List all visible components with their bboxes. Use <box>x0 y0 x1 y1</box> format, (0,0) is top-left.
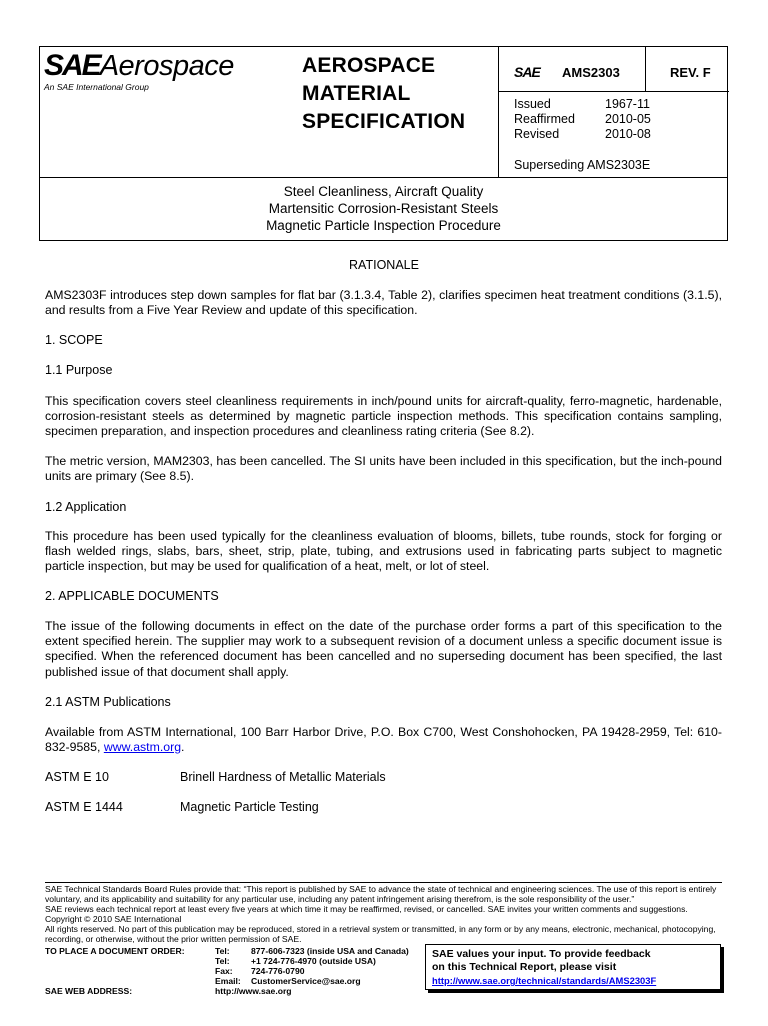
footer-legal <box>45 884 722 944</box>
section-2-1-heading: 2.1 ASTM Publications <box>45 695 171 709</box>
ref-title-astm-e1444: Magnetic Particle Testing <box>180 800 319 814</box>
metric-text: The metric version, MAM2303, has been cancelled. The SI units have been included in this specification, but the inch-pound units are primary (See 8.5). <box>45 454 722 484</box>
issued-label: Issued <box>514 97 551 111</box>
reaffirmed-value: 2010-05 <box>605 112 651 126</box>
spec-title <box>302 52 465 136</box>
astm-address-text: Available from ASTM International, 100 Barr Harbor Drive, P.O. Box C700, West Conshohocken, PA 19428-2959, Tel: 610-832-9585, <box>45 725 722 755</box>
fax-label: Fax: <box>215 966 233 976</box>
ref-code-astm-e10: ASTM E 10 <box>45 770 109 784</box>
footer-review-text: SAE reviews each technical report at least every five years at which time it may be reaffirmed, revised, or cancelled. SAE invites your written comments and suggestions. <box>45 904 688 914</box>
issued-value: 1967-11 <box>605 97 650 111</box>
feedback-link[interactable]: http://www.sae.org/technical/standards/AMS2303F <box>432 975 657 986</box>
header-box <box>39 46 728 241</box>
ref-title-astm-e10: Brinell Hardness of Metallic Materials <box>180 770 386 784</box>
logo-aerospace: Aerospace <box>99 50 234 82</box>
revision: REV. F <box>670 65 711 80</box>
spec-title-line-3: SPECIFICATION <box>302 110 466 133</box>
section-1-heading: 1. SCOPE <box>45 333 103 347</box>
tel2-label: Tel: <box>215 956 230 966</box>
tel-value: 877-606-7323 (inside USA and Canada) <box>251 946 409 956</box>
subtitle-line-3: Magnetic Particle Inspection Procedure <box>266 218 501 233</box>
doc-number-rule <box>498 91 729 92</box>
section-1-2-heading: 1.2 Application <box>45 500 127 514</box>
tel-label: Tel: <box>215 946 230 956</box>
feedback-line-1: SAE values your input. To provide feedback <box>432 948 651 960</box>
web-address-value[interactable]: http://www.sae.org <box>215 986 292 996</box>
subtitle-line-1: Steel Cleanliness, Aircraft Quality <box>283 184 484 199</box>
astm-period: . <box>181 740 185 755</box>
header-divider <box>498 47 499 177</box>
logo-sae: SAE <box>44 49 100 82</box>
footer-rule <box>45 882 722 883</box>
ref-code-astm-e1444: ASTM E 1444 <box>45 800 123 814</box>
order-label: TO PLACE A DOCUMENT ORDER: <box>45 946 185 956</box>
order-info <box>45 946 425 1026</box>
doc-number: AMS2303 <box>562 65 620 80</box>
tel2-value: +1 724-776-4970 (outside USA) <box>251 956 376 966</box>
application-text: This procedure has been used typically for the cleanliness evaluation of blooms, billets, tube rounds, stock for forging or flash welded rings, slabs, bars, sheet, strip, plate, tubing, and extrusions used in fabricating parts subject to magnetic particle inspection, but may be used for qualification of a heat, melt, or lot of steel. <box>45 529 722 574</box>
reaffirmed-label: Reaffirmed <box>514 112 575 126</box>
purpose-text: This specification covers steel cleanliness requirements in inch/pound units for aircraft-quality, ferro-magnetic, hardenable, corrosion-resistant steels as determined by magnetic particle inspection methods. This specification contains sampling, specimen preparation, and inspection procedures and cleanliness rating criteria (See 8.2). <box>45 394 722 439</box>
document-subtitle <box>40 183 727 234</box>
rationale-text: AMS2303F introduces step down samples for flat bar (3.1.3.4, Table 2), clarifies specimen heat treatment conditions (3.1.5), and results from a Five Year Review and update of this specification. <box>45 288 722 318</box>
subtitle-line-2: Martensitic Corrosion-Resistant Steels <box>268 201 499 216</box>
spec-title-line-2: MATERIAL <box>302 82 411 105</box>
feedback-line-2: on this Technical Report, please visit <box>432 961 617 973</box>
footer-rights-text: All rights reserved. No part of this publication may be reproduced, stored in a retrieval system or transmitted, in any form or by any means, electronic, mechanical, photocopying, recording, or otherwise, without the prior written permission of SAE. <box>45 924 716 944</box>
revised-value: 2010-08 <box>605 127 651 141</box>
feedback-box <box>425 944 721 990</box>
astm-link[interactable]: www.astm.org <box>103 740 182 755</box>
sae-aerospace-logo <box>44 49 234 83</box>
applicable-documents-text: The issue of the following documents in effect on the date of the purchase order forms a part of this specification to the extent specified herein. The supplier may work to a subsequent revision of a document unless a specific document issue is specified. When the referenced document has been cancelled and no superseding document has been specified, the last published issue of that document shall apply. <box>45 619 722 679</box>
section-2-heading: 2. APPLICABLE DOCUMENTS <box>45 589 219 603</box>
spec-title-line-1: AEROSPACE <box>302 54 436 77</box>
rationale-heading: RATIONALE <box>349 258 419 272</box>
astm-address <box>45 725 722 755</box>
email-label: Email: <box>215 976 241 986</box>
logo-subtitle: An SAE International Group <box>44 82 149 92</box>
rev-divider <box>645 47 646 91</box>
header-rule <box>40 177 727 178</box>
web-address-label: SAE WEB ADDRESS: <box>45 986 133 996</box>
section-1-1-heading: 1.1 Purpose <box>45 363 113 377</box>
revised-label: Revised <box>514 127 560 141</box>
fax-value: 724-776-0790 <box>251 966 305 976</box>
footer-copyright: Copyright © 2010 SAE International <box>45 914 182 924</box>
superseding: Superseding AMS2303E <box>514 158 651 172</box>
footer-rules-text: SAE Technical Standards Board Rules provide that: “This report is published by SAE to advance the state of technical and engineering sciences. The use of this report is entirely voluntary, and its applicability and suitability for any particular use, including any patent infringement arising therefrom, is the sole responsibility of the user.” <box>45 884 717 904</box>
email-value[interactable]: CustomerService@sae.org <box>251 976 361 986</box>
doc-sae-logo: SAE <box>514 64 540 80</box>
